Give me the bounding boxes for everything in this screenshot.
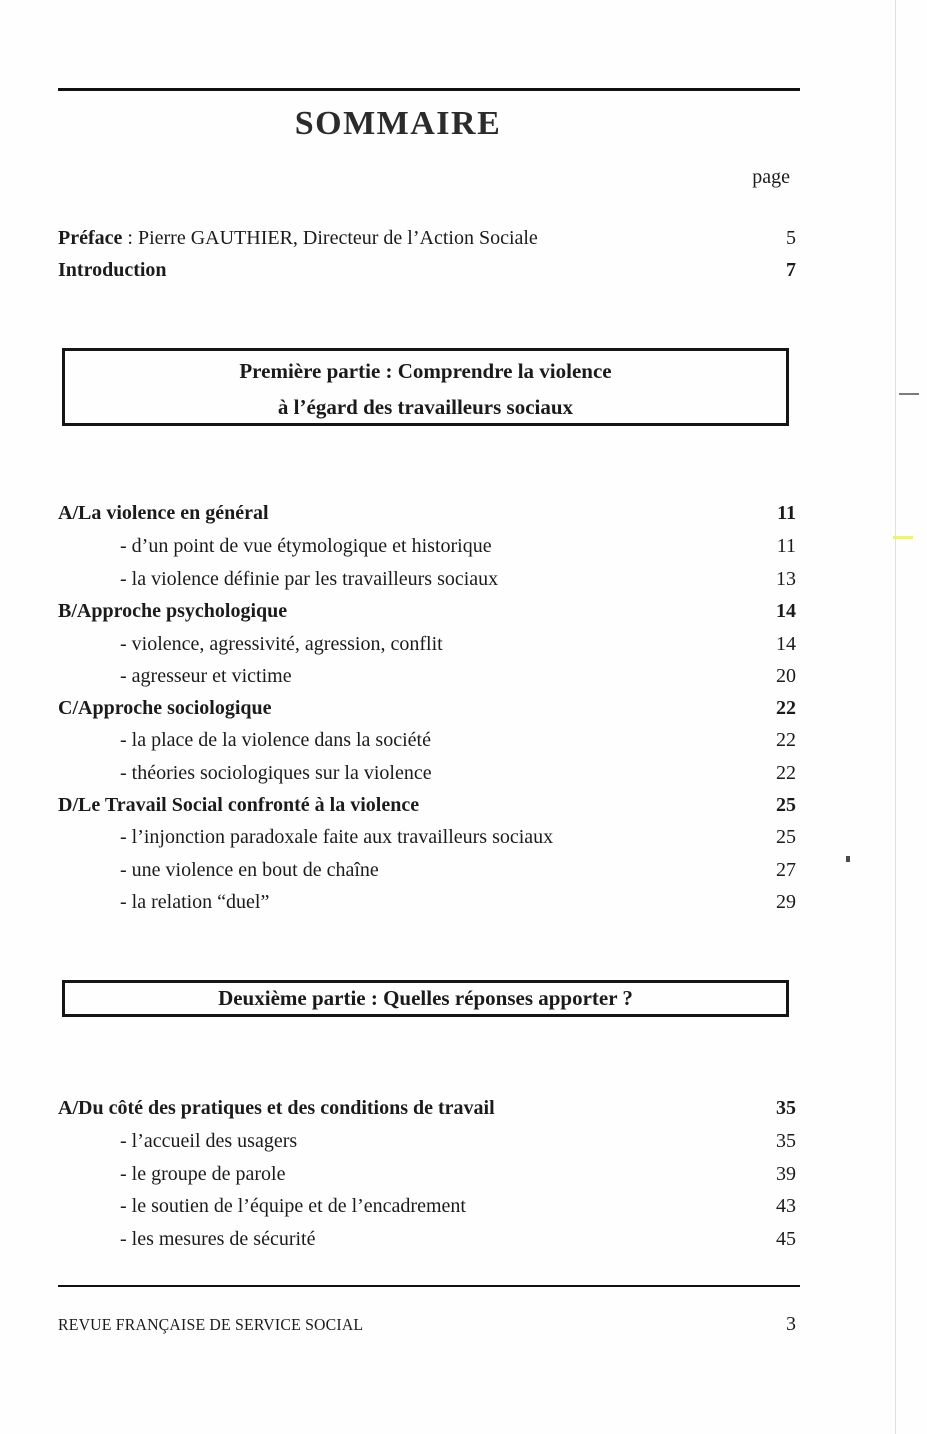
- toc-label-emphasis: Préface: [58, 227, 123, 249]
- toc-row-a-du-cote-des-pratiques[interactable]: [58, 1092, 800, 1124]
- toc-label: A/La violence en général: [58, 502, 269, 524]
- toc-label: - le soutien de l’équipe et de l’encadrement: [120, 1195, 466, 1217]
- toc-page-number: 13: [776, 568, 796, 590]
- toc-page-number: 11: [776, 535, 796, 557]
- toc-page-number: 5: [786, 227, 796, 249]
- scan-artifact-dash: [899, 393, 919, 395]
- toc-row-c-approche-sociologique[interactable]: [58, 692, 800, 724]
- toc-page-number: 14: [776, 600, 796, 622]
- toc-page-number: 25: [776, 826, 796, 848]
- toc-page-number: 22: [776, 729, 796, 751]
- toc-row-etymologique[interactable]: [58, 530, 800, 562]
- toc-page-number: 7: [786, 259, 796, 281]
- toc-row-violence-agressivite[interactable]: [58, 628, 800, 660]
- toc-row-violence-definie[interactable]: [58, 563, 800, 595]
- toc-page-number: 39: [776, 1163, 796, 1185]
- part-one-heading-box: [62, 348, 789, 426]
- toc-label: - le groupe de parole: [120, 1163, 286, 1185]
- part-one-title-line-2: à l’égard des travailleurs sociaux: [277, 395, 574, 419]
- part-two-heading-box: [62, 980, 789, 1017]
- toc-label: - la relation “duel”: [120, 891, 270, 913]
- scan-page-edge: [895, 0, 896, 1434]
- toc-row-soutien-equipe[interactable]: [58, 1190, 800, 1222]
- part-one-title-line-1: Première partie : Comprendre la violence: [239, 359, 612, 383]
- toc-row-d-travail-social[interactable]: [58, 789, 800, 821]
- toc-label: - agresseur et victime: [120, 665, 292, 687]
- toc-label: - la violence définie par les travailleurs sociaux: [120, 568, 499, 590]
- toc-page-number: 27: [776, 859, 796, 881]
- page-title: SOMMAIRE: [294, 105, 502, 142]
- toc-row-theories-sociologiques[interactable]: [58, 757, 800, 789]
- toc-page-number: 43: [776, 1195, 796, 1217]
- toc-label: - violence, agressivité, agression, conflit: [120, 633, 443, 655]
- toc-label: A/Du côté des pratiques et des conditions de travail: [58, 1097, 495, 1119]
- toc-page-number: 29: [776, 891, 796, 913]
- toc-page-number: 35: [776, 1097, 796, 1119]
- toc-label-rest: : Pierre GAUTHIER, Directeur de l’Action Sociale: [122, 227, 538, 249]
- scan-artifact-highlight: [893, 536, 913, 539]
- toc-label: C/Approche sociologique: [58, 697, 272, 719]
- toc-page-number: 35: [776, 1130, 796, 1152]
- toc-label: - théories sociologiques sur la violence: [120, 762, 432, 784]
- toc-row-violence-bout-de-chaine[interactable]: [58, 854, 800, 886]
- page-content: [58, 0, 800, 1434]
- toc-row-place-violence-societe[interactable]: [58, 724, 800, 756]
- toc-page-number: 20: [776, 665, 796, 687]
- toc-label: - une violence en bout de chaîne: [120, 859, 379, 881]
- toc-label: - l’injonction paradoxale faite aux travailleurs sociaux: [120, 826, 554, 848]
- toc-page-number: 22: [776, 697, 796, 719]
- toc-row-introduction[interactable]: [58, 254, 800, 286]
- toc-row-accueil-usagers[interactable]: [58, 1125, 800, 1157]
- toc-page-number: 25: [776, 794, 796, 816]
- toc-row-mesures-securite[interactable]: [58, 1223, 800, 1255]
- toc-label: [58, 222, 538, 254]
- toc-row-a-violence-generale[interactable]: [58, 497, 800, 529]
- toc-row-preface[interactable]: [58, 222, 800, 254]
- scan-artifact-dot: [846, 856, 850, 862]
- header-rule: [58, 88, 800, 91]
- toc-page-number: 45: [776, 1228, 796, 1250]
- toc-page-number: 11: [777, 502, 796, 524]
- toc-row-groupe-de-parole[interactable]: [58, 1158, 800, 1190]
- toc-label: Introduction: [58, 259, 167, 281]
- page-column-header: page: [752, 166, 790, 188]
- toc-row-injonction-paradoxale[interactable]: [58, 821, 800, 853]
- toc-label: - les mesures de sécurité: [120, 1228, 316, 1250]
- footer-page-number: 3: [786, 1313, 796, 1335]
- toc-row-agresseur-victime[interactable]: [58, 660, 800, 692]
- part-two-title-line-1: Deuxième partie : Quelles réponses apporter ?: [218, 986, 633, 1010]
- footer-rule: [58, 1285, 800, 1287]
- toc-row-b-approche-psychologique[interactable]: [58, 595, 800, 627]
- toc-row-relation-duel[interactable]: [58, 886, 800, 918]
- toc-page-number: 14: [776, 633, 796, 655]
- footer-publication-name: REVUE FRANÇAISE DE SERVICE SOCIAL: [58, 1315, 364, 1334]
- toc-label: - l’accueil des usagers: [120, 1130, 298, 1152]
- toc-label: - d’un point de vue étymologique et historique: [120, 535, 492, 557]
- toc-page-number: 22: [776, 762, 796, 784]
- toc-label: B/Approche psychologique: [58, 600, 288, 622]
- toc-label: - la place de la violence dans la société: [120, 729, 431, 751]
- toc-label: D/Le Travail Social confronté à la violence: [58, 794, 420, 816]
